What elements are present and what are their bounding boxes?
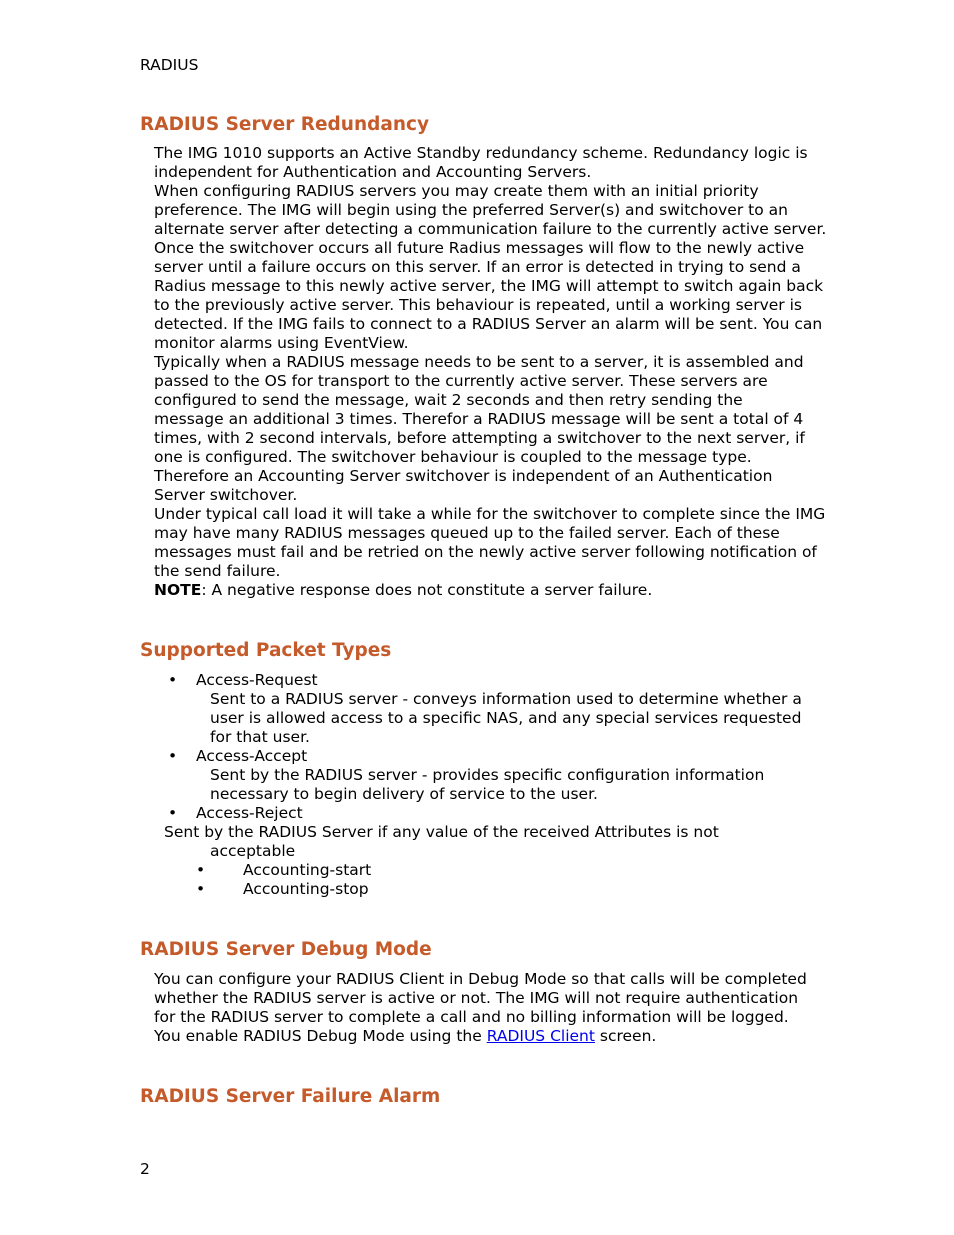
desc-line: Sent by the RADIUS Server if any value of the received Attributes is not	[164, 823, 719, 841]
note-label: NOTE	[154, 581, 202, 599]
note-text: : A negative response does not constitute a server failure.	[201, 581, 653, 599]
packet-type-desc	[140, 823, 804, 861]
page-number: 2	[140, 1160, 150, 1178]
paragraph: When configuring RADIUS servers you may create them with an initial priority preference. The IMG will begin using the preferred Server(s) and switchover to an alternate server after detecting a communication failure to the currently active server.	[154, 182, 827, 238]
sub-item-name: Accounting-start	[243, 861, 372, 879]
desc-line: acceptable	[210, 842, 296, 860]
bullet: •	[168, 671, 178, 689]
running-header: RADIUS	[140, 56, 199, 74]
list-item	[140, 804, 840, 823]
section-title-failure-alarm: RADIUS Server Failure Alarm	[140, 1086, 441, 1107]
enable-suffix: screen.	[594, 1027, 657, 1045]
bullet: •	[196, 880, 206, 898]
packet-type-name: Access-Request	[196, 671, 318, 689]
note	[154, 581, 829, 600]
section-title-debug-mode: RADIUS Server Debug Mode	[140, 939, 432, 960]
bullet: •	[168, 804, 178, 822]
paragraph: Under typical call load it will take a while for the switchover to complete since the IMG may have many RADIUS messages queued up to the failed server. Each of these messages must fail and be retried on the newly active server following notification of the send failure.	[154, 505, 826, 580]
section-title-packet-types: Supported Packet Types	[140, 640, 392, 661]
paragraph: You can configure your RADIUS Client in Debug Mode so that calls will be completed whether the RADIUS server is active or not. The IMG will not require authentication for the RADIUS server to complete a call and no billing information will be logged.	[154, 970, 807, 1026]
sub-item-name: Accounting-stop	[243, 880, 369, 898]
paragraph: Typically when a RADIUS message needs to be sent to a server, it is assembled and passed to the OS for transport to the currently active server. These servers are configured to send the message, wait 2 seconds and then retry sending the message an additional 3 times. Therefor a RADIUS message will be sent a total of 4 times, with 2 second intervals, before attempting a switchover to the next server, if one is configured. The switchover behaviour is coupled to the message type. Therefore an Accounting Server switchover is independent of an Authentication Server switchover.	[154, 353, 805, 504]
bullet: •	[196, 861, 206, 879]
list-item	[140, 747, 840, 766]
packet-type-name: Access-Accept	[196, 747, 308, 765]
paragraph	[154, 1027, 829, 1046]
sub-list-item	[140, 880, 840, 899]
packet-types-list	[140, 671, 840, 899]
section-title-redundancy: RADIUS Server Redundancy	[140, 114, 430, 135]
list-item	[140, 671, 840, 690]
packet-type-desc: Sent by the RADIUS server - provides specific configuration information necessary to begin delivery of service to the user.	[210, 766, 765, 803]
paragraph: Once the switchover occurs all future Radius messages will flow to the newly active server until a failure occurs on this server. If an error is detected in trying to send a Radius message to this newly active server, the IMG will attempt to switch again back to the previously active server. This behaviour is repeated, until a working server is detected. If the IMG fails to connect to a RADIUS Server an alarm will be sent. You can monitor alarms using EventView.	[154, 239, 824, 352]
sub-list-item	[140, 861, 840, 880]
radius-client-link[interactable]: RADIUS Client	[486, 1027, 595, 1045]
packet-type-desc: Sent to a RADIUS server - conveys information used to determine whether a user is allowed access to a specific NAS, and any special services requested for that user.	[210, 690, 802, 746]
bullet: •	[168, 747, 178, 765]
paragraph: The IMG 1010 supports an Active Standby redundancy scheme. Redundancy logic is independent for Authentication and Accounting Servers.	[154, 144, 808, 181]
enable-prefix: You enable RADIUS Debug Mode using the	[154, 1027, 487, 1045]
debug-body	[154, 970, 829, 1046]
packet-type-name: Access-Reject	[196, 804, 303, 822]
redundancy-body	[154, 144, 829, 600]
